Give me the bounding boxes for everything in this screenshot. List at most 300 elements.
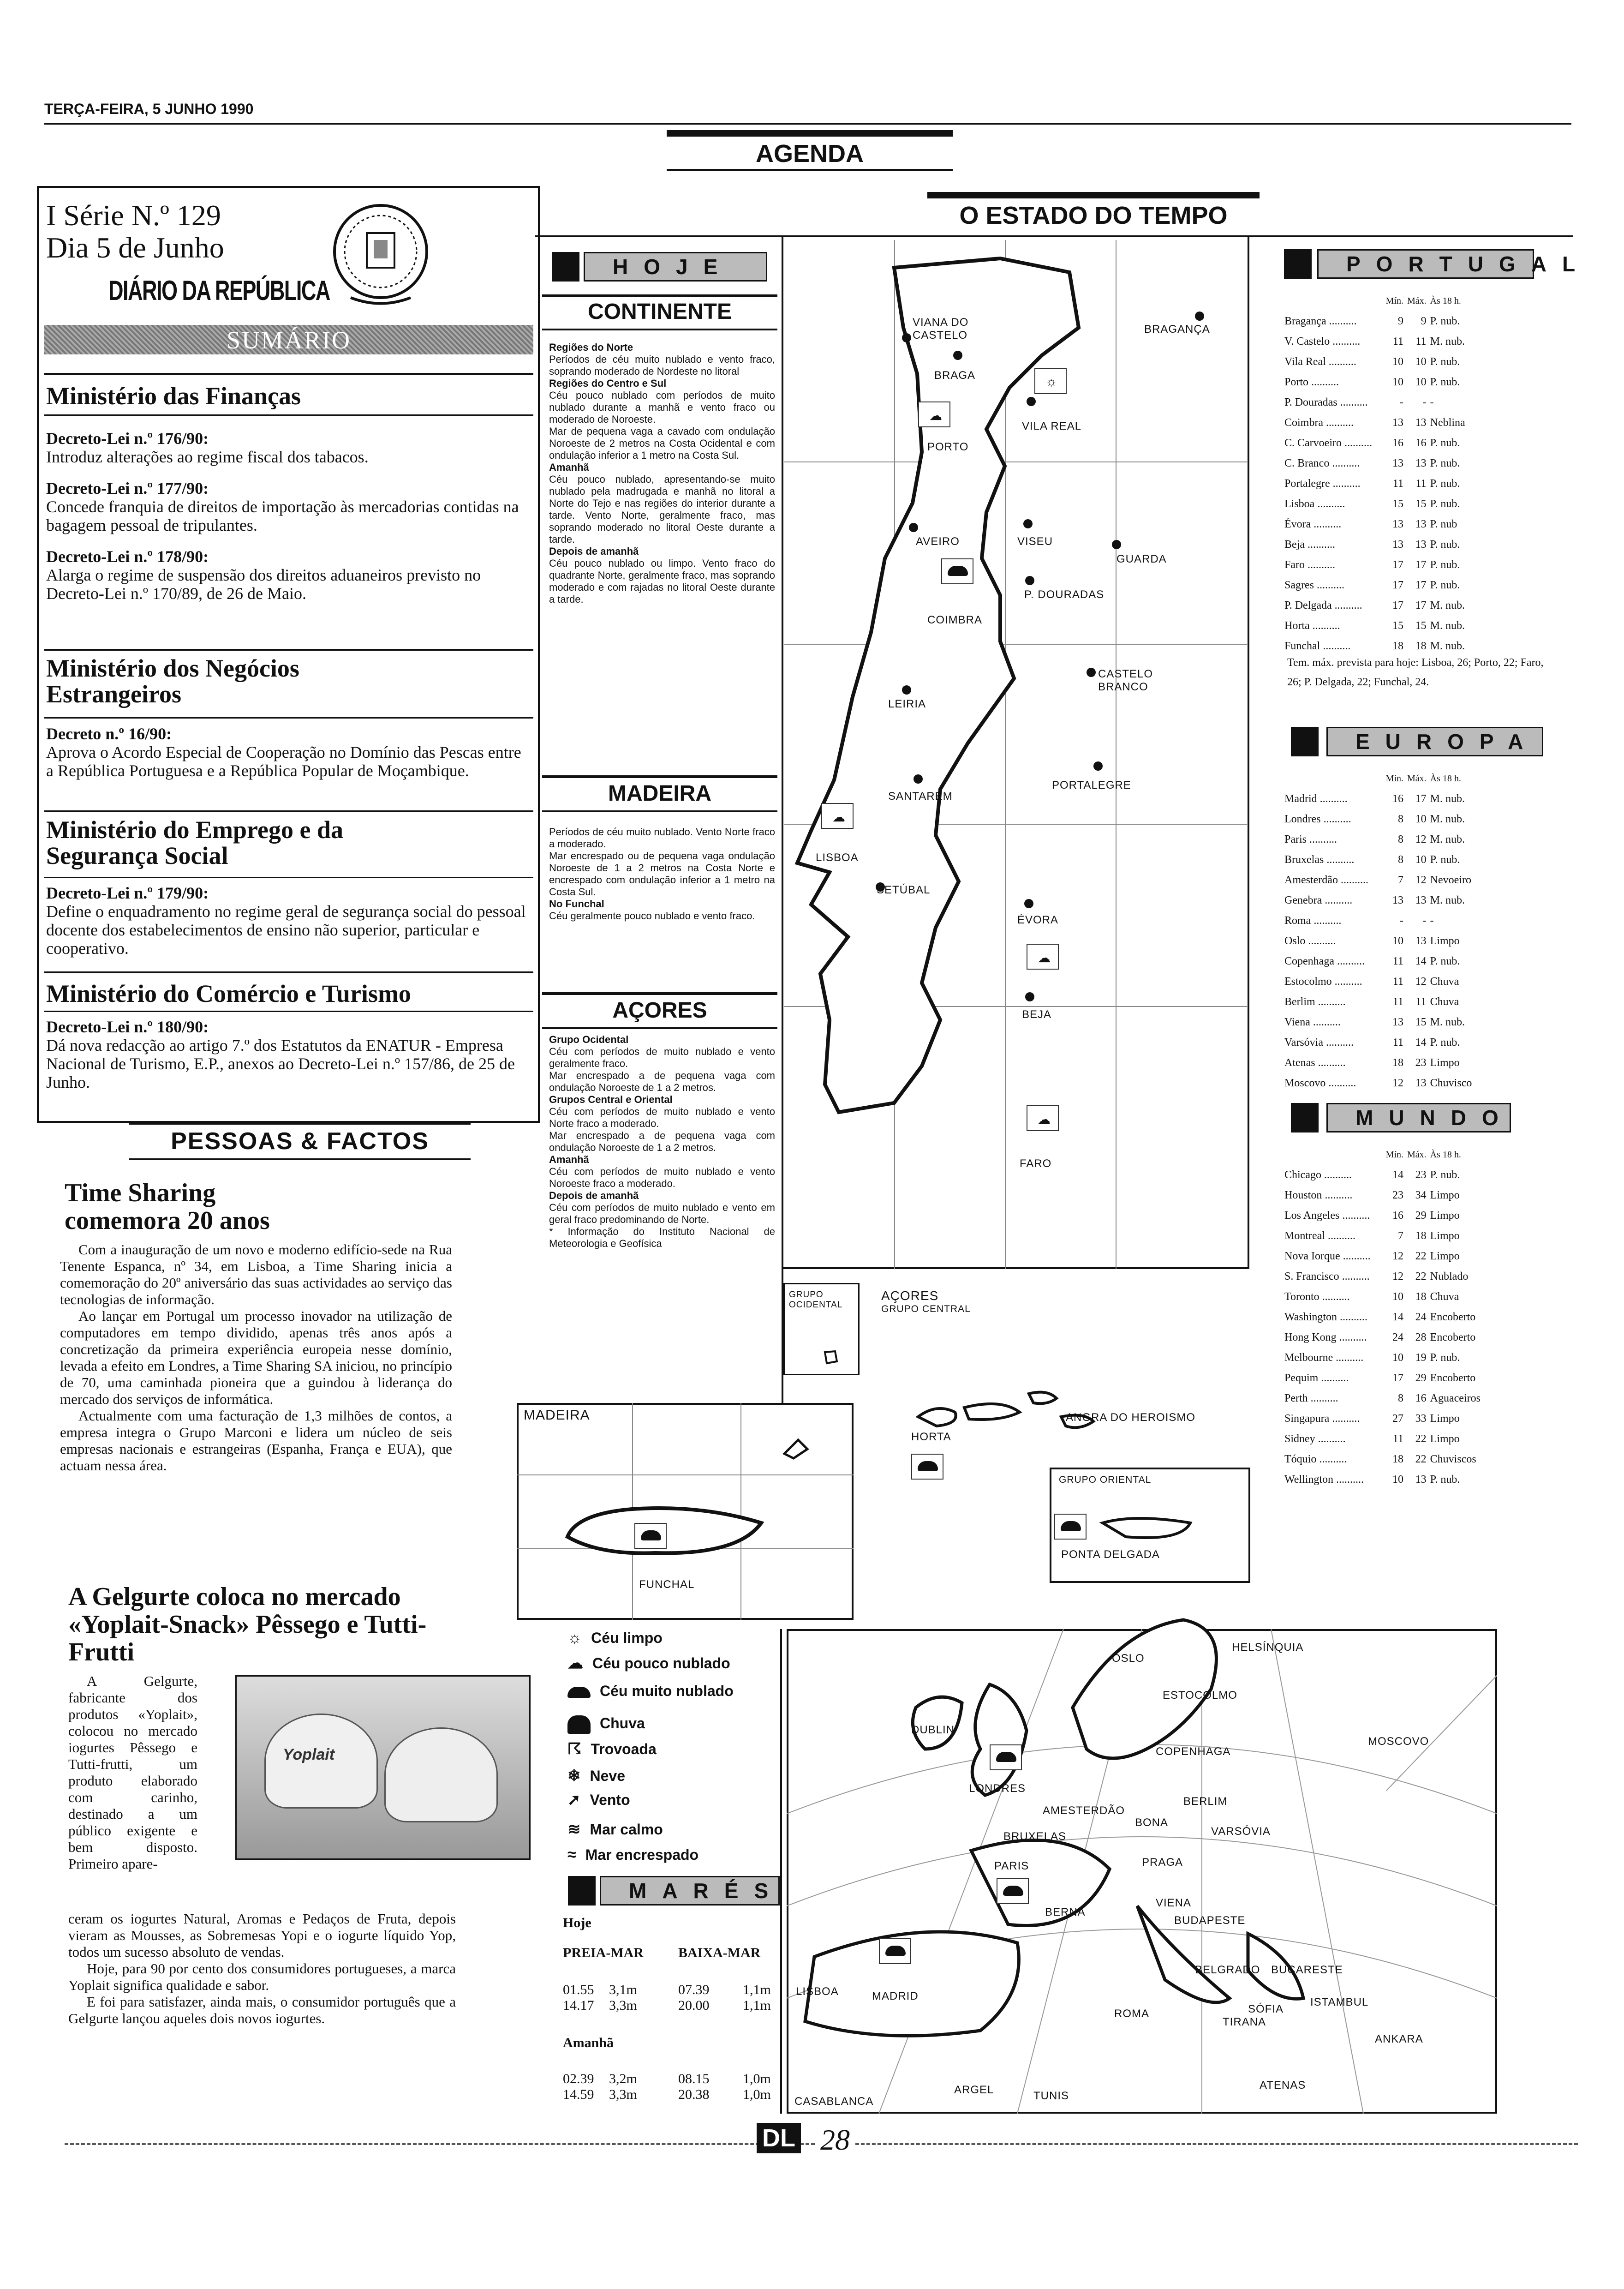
table-cell: Encoberto: [1430, 1372, 1476, 1384]
table-cell: 17: [1392, 579, 1403, 591]
forecast-note: Tem. máx. prevista para hoje: Lisboa, 26; Porto, 22; Faro, 26; P. Delgada, 22; Funchal, 24.: [1287, 657, 1544, 688]
table-cell: 17: [1415, 579, 1427, 591]
partly-cloudy-icon: ☁: [918, 401, 950, 427]
article-paragraph: ceram os iogurtes Natural, Aromas e Pedaços de Fruta, depois vieram as Mousses, as Sobremesas Yopi e o iogurte líquido Yop, todos um sucesso absoluto de vendas.: [68, 1911, 456, 1960]
table-cell: Nova Iorque ..........: [1284, 1250, 1371, 1262]
table-cell: Chuva: [1430, 1291, 1459, 1303]
table-cell: Perth ..........: [1284, 1392, 1338, 1404]
table-cell: 18: [1392, 1453, 1403, 1465]
table-cell: Faro ..........: [1284, 559, 1335, 571]
table-row: [1283, 1053, 1474, 1073]
table-cell: 18: [1392, 640, 1403, 652]
page-number: 28: [817, 2123, 854, 2157]
table-cell: 17: [1392, 1372, 1403, 1384]
table-cell: Copenhaga ..........: [1284, 955, 1365, 967]
porto-santo-island: [780, 1435, 812, 1463]
cloudy-icon: [879, 1938, 911, 1964]
table-cell: Horta ..........: [1284, 620, 1340, 632]
table-cell: Bruxelas ..........: [1284, 854, 1355, 866]
table-cell: 8: [1398, 854, 1403, 866]
table-row: [1283, 372, 1467, 392]
table-cell: 10: [1415, 376, 1427, 388]
table-cell: Genebra ..........: [1284, 894, 1353, 906]
table-cell: Chuva: [1430, 976, 1459, 988]
table-cell: M. nub.: [1430, 336, 1465, 348]
article-paragraph: Com a inauguração de um novo e moderno edifício-sede na Rua Tenente Espanca, nº 34, em Lisboa, a Time Sharing inicia a comemoração do 20º aniversário das suas actividades ao serviço das tecnologias de informação.: [60, 1241, 452, 1307]
table-cell: 16: [1392, 437, 1403, 449]
table-row: [1283, 809, 1474, 829]
ministry-heading: Ministério das Finanças: [46, 382, 301, 410]
table-cell: 11: [1392, 955, 1403, 967]
table-cell: Sagres ..........: [1284, 579, 1344, 591]
table-row: [1283, 1266, 1482, 1287]
table-cell: 9: [1398, 315, 1403, 327]
table-cell: 11: [1415, 478, 1427, 490]
table-row: [1283, 931, 1474, 951]
table-cell: 23: [1415, 1169, 1427, 1181]
island-shape: [821, 1348, 840, 1366]
agenda-bar: [667, 130, 953, 137]
table-row: [1283, 453, 1467, 473]
table-cell: P. nub.: [1430, 498, 1460, 510]
table-cell: 8: [1398, 813, 1403, 825]
pessoas-header: PESSOAS & FACTOS: [171, 1128, 429, 1155]
table-row: [1283, 789, 1474, 809]
table-cell: 27: [1392, 1413, 1403, 1425]
table-cell: P. nub: [1430, 518, 1457, 530]
table-cell: 13: [1392, 1016, 1403, 1028]
table-cell: Limpo: [1430, 1413, 1460, 1425]
table-cell: 33: [1415, 1413, 1427, 1425]
table-row: [1283, 473, 1467, 494]
table-row: [1283, 1368, 1482, 1388]
table-cell: 18: [1392, 1057, 1403, 1069]
decree-summary: Aprova o Acordo Especial de Cooperação no Domínio das Pescas entre a República Portuguesa e a República Popular de Moçambique.: [46, 743, 521, 780]
table-cell: Wellington ..........: [1284, 1474, 1364, 1486]
table-row: [1283, 1327, 1482, 1348]
table-cell: 11: [1415, 336, 1427, 348]
table-cell: 10: [1392, 935, 1403, 947]
thunderstorm-icon: ☈: [567, 1740, 582, 1758]
table-cell: 13: [1415, 1077, 1427, 1089]
table-cell: P. Douradas ..........: [1284, 396, 1368, 408]
table-cell: P. nub.: [1430, 955, 1460, 967]
table-cell: M. nub.: [1430, 599, 1465, 611]
table-cell: 22: [1415, 1250, 1427, 1262]
table-cell: Aguaceiros: [1430, 1392, 1481, 1404]
table-cell: Chuvisco: [1430, 1077, 1472, 1089]
acores-header: AÇORES: [612, 998, 707, 1023]
continente-forecast: Regiões do Norte Períodos de céu muito nublado e vento fraco, soprando moderado de Nordeste no litoral Regiões do Centro e Sul Céu pouco nublado com períodos de muito nublado durante a manhã e vento fraco ou moderado de Noroeste. Mar de pequena vaga a cavado com ondulação Noroeste de 2 metros na Costa Ocidental e com ondulação inferior a 1 metro na Costa Sul. Amanhã Céu pouco nublado, apresentando-se muito nublado pela madrugada e manhã no litoral a Norte do Tejo e nas regiões do interior durante a tarde. Vento Norte, geralmente fraco, mas soprando moderado no litoral Oeste durante a tarde. Depois de amanhã Céu pouco nublado ou limpo. Vento fraco do quadrante Norte, geralmente fraco, mas soprando moderado e com rajadas no litoral Oeste durante a tarde.: [549, 342, 775, 605]
table-cell: P. nub.: [1430, 1352, 1460, 1364]
table-cell: 15: [1392, 620, 1403, 632]
table-cell: Beja ..........: [1284, 539, 1335, 551]
article-title: A Gelgurte coloca no mercado «Yoplait-Snack» Pêssego e Tutti-Frutti: [68, 1582, 427, 1666]
table-cell: Limpo: [1430, 1210, 1460, 1222]
table-row: [1283, 1226, 1482, 1246]
table-cell: 10: [1392, 1352, 1403, 1364]
table-row: [1283, 494, 1467, 514]
table-cell: 11: [1392, 1433, 1403, 1445]
ministry-heading: Ministério do Comércio e Turismo: [46, 980, 411, 1007]
table-cell: 11: [1392, 976, 1403, 988]
weather-title: O ESTADO DO TEMPO: [959, 202, 1228, 229]
cloudy-icon: [941, 558, 973, 584]
table-cell: 22: [1415, 1433, 1427, 1445]
table-cell: Chicago ..........: [1284, 1169, 1352, 1181]
table-cell: 11: [1415, 996, 1427, 1008]
table-cell: P. nub.: [1430, 559, 1460, 571]
table-cell: 23: [1415, 1057, 1427, 1069]
table-cell: Paris ..........: [1284, 833, 1337, 845]
table-cell: 7: [1398, 1230, 1403, 1242]
table-cell: 14: [1392, 1311, 1403, 1323]
table-cell: 13: [1392, 894, 1403, 906]
table-cell: Moscovo ..........: [1284, 1077, 1356, 1089]
table-cell: 24: [1392, 1331, 1403, 1343]
europa-table: Mín. Máx. Às 18 h. Madrid .......... 16 17 M. nub. Londres .......... 8 10 M. nub. Paris .......... 8 12 M. nub. Bruxelas .......... 8 10 P. nub. Amesterdão .......... 7 12 Nevoeiro Genebra .......... 13 13 M. nub. Roma .......... - - - Oslo .......... 10 13 Limpo Copenhaga .......... 11 14 P. nub. Estocolmo .......... 11 12 Chuva Berlim .......... 11 11 Chuva Viena .......... 13 15 M. nub. Varsóvia .......... 11 14 P. nub. Atenas .......... 18 23 Limpo Moscovo .......... 12 13 Chuvisco: [1283, 768, 1474, 1093]
portugal-banner: PORTUGAL: [1317, 249, 1534, 279]
table-cell: Viena ..........: [1284, 1016, 1341, 1028]
cloudy-icon: [634, 1523, 667, 1549]
article-paragraph: A Gelgurte, fabricante dos produtos «Yoplait», colocou no mercado iogurtes Pêssego e Tutti-frutti, um produto elaborado com carinho, destinado a um público exigente e bem disposto. Primeiro apare-: [68, 1673, 197, 1872]
table-cell: Nublado: [1430, 1270, 1469, 1282]
table-cell: M. nub.: [1430, 793, 1465, 805]
table-row: [1283, 595, 1467, 616]
table-cell: -: [1430, 915, 1434, 927]
table-row: [1283, 433, 1467, 453]
table-cell: P. nub.: [1430, 1169, 1460, 1181]
table-cell: M. nub.: [1430, 894, 1465, 906]
table-row: [1283, 1307, 1482, 1327]
table-cell: 22: [1415, 1270, 1427, 1282]
acores-forecast: Grupo Ocidental Céu com períodos de muito nublado e vento geralmente fraco. Mar encrespado a de pequena vaga com ondulação Noroeste de 1 a 2 metros. Grupos Central e Oriental Céu com períodos de muito nublado e vento Norte fraco a moderado. Mar encrespado a de pequena vaga com ondulação Noroeste de 1 a 2 metros. Amanhã Céu com períodos de muito nublado e vento Noroeste fraco a moderado. Depois de amanhã Céu com períodos de muito nublado e vento em geral fraco predominando de Norte. * Informação do Instituto Nacional de Meteorologia e Geofísica: [549, 1034, 775, 1249]
table-cell: P. nub.: [1430, 1037, 1460, 1049]
table-cell: 16: [1415, 437, 1427, 449]
table-cell: Houston ..........: [1284, 1189, 1353, 1201]
table-cell: 12: [1415, 874, 1427, 886]
table-cell: P. nub.: [1430, 478, 1460, 490]
table-row: [1283, 1287, 1482, 1307]
coat-of-arms-icon: [323, 198, 438, 309]
table-row: [1283, 951, 1474, 971]
table-cell: Vila Real ..........: [1284, 356, 1356, 368]
table-cell: Montreal ..........: [1284, 1230, 1355, 1242]
serie-number: I Série N.º 129: [46, 199, 221, 232]
rough-sea-icon: ≈: [567, 1846, 576, 1864]
table-cell: 13: [1415, 935, 1427, 947]
table-cell: 8: [1398, 833, 1403, 845]
yogurt-photo: [235, 1675, 531, 1860]
brand-caption: Yoplait: [283, 1746, 335, 1763]
table-row: [1283, 555, 1467, 575]
tide-row: 01.55 3,1m 07.39 1,1m 14.17 3,3m 20.00 1,1m: [563, 1982, 771, 2013]
table-cell: 12: [1392, 1077, 1403, 1089]
table-cell: 13: [1392, 518, 1403, 530]
table-cell: 9: [1421, 315, 1427, 327]
table-cell: M. nub.: [1430, 833, 1465, 845]
table-row: [1283, 911, 1474, 931]
table-cell: Singapura ..........: [1284, 1413, 1360, 1425]
calm-sea-icon: ≋: [567, 1821, 581, 1838]
table-row: [1283, 352, 1467, 372]
table-cell: Limpo: [1430, 935, 1460, 947]
table-cell: Melbourne ..........: [1284, 1352, 1364, 1364]
table-cell: 16: [1415, 1392, 1427, 1404]
cloudy-icon: [997, 1878, 1029, 1904]
table-cell: Porto ..........: [1284, 376, 1339, 388]
table-cell: 22: [1415, 1453, 1427, 1465]
table-cell: Coimbra ..........: [1284, 417, 1354, 429]
table-cell: 12: [1392, 1270, 1403, 1282]
article-paragraph: Hoje, para 90 por cento dos consumidores portugueses, a marca Yoplait significa qualidade e sabor.: [68, 1960, 456, 1993]
partly-cloudy-icon: ☁: [567, 1654, 583, 1672]
table-row: [1283, 850, 1474, 870]
ministry-heading: Ministério dos Negócios Estrangeiros: [46, 654, 299, 708]
table-cell: Sidney ..........: [1284, 1433, 1346, 1445]
table-cell: 10: [1415, 813, 1427, 825]
rain-icon: [567, 1715, 591, 1734]
logo: DL: [757, 2123, 801, 2153]
table-cell: Funchal ..........: [1284, 640, 1351, 652]
sun-icon: ☼: [1034, 368, 1067, 394]
mares-banner: MARÉS: [600, 1876, 780, 1906]
table-row: [1283, 1012, 1474, 1032]
ministry-heading: Ministério do Emprego e da Segurança Social: [46, 816, 343, 869]
table-cell: 19: [1415, 1352, 1427, 1364]
table-cell: Los Angeles ..........: [1284, 1210, 1370, 1222]
table-cell: 16: [1392, 1210, 1403, 1222]
europa-banner: EUROPA: [1326, 727, 1543, 756]
table-cell: 10: [1415, 854, 1427, 866]
diario-title: DIÁRIO DA REPÚBLICA: [108, 275, 330, 306]
table-row: [1283, 331, 1467, 352]
table-row: [1283, 1348, 1482, 1368]
top-rule: [44, 123, 1571, 125]
table-cell: Limpo: [1430, 1189, 1460, 1201]
table-cell: Varsóvia ..........: [1284, 1037, 1354, 1049]
table-row: [1283, 1449, 1482, 1469]
table-cell: 11: [1392, 336, 1403, 348]
table-cell: P. nub.: [1430, 376, 1460, 388]
table-cell: 14: [1415, 955, 1427, 967]
mundo-banner: MUNDO: [1326, 1103, 1511, 1133]
table-row: [1283, 1165, 1482, 1185]
table-cell: 29: [1415, 1372, 1427, 1384]
table-row: [1283, 870, 1474, 890]
table-row: [1283, 1429, 1482, 1449]
table-cell: 17: [1392, 559, 1403, 571]
article-paragraph: Ao lançar em Portugal um processo inovador na utilização de computadores em tempo dividido, apenas três anos após a concretização da primeira experiência europeia nesse domínio, levada a efeito em Londres, a Time Sharing SA iniciou, no princípio de 70, uma caminhada pioneira que a guindou à liderança do mercado dos serviços de informática.: [60, 1308, 452, 1407]
table-cell: C. Branco ..........: [1284, 457, 1360, 469]
table-cell: 18: [1415, 1291, 1427, 1303]
decree-summary: Dá nova redacção ao artigo 7.º dos Estatutos da ENATUR - Empresa Nacional de Turismo, E.P., anexos ao Decreto-Lei n.º 157/86, de 25 de Junho.: [46, 1036, 515, 1091]
cloudy-icon: [990, 1744, 1022, 1770]
portugal-outline: [783, 235, 1249, 1269]
table-cell: 7: [1398, 874, 1403, 886]
table-cell: 13: [1415, 539, 1427, 551]
table-cell: Limpo: [1430, 1433, 1460, 1445]
table-cell: Berlim ..........: [1284, 996, 1346, 1008]
table-cell: 10: [1392, 356, 1403, 368]
table-row: [1283, 311, 1467, 331]
table-cell: P. nub.: [1430, 579, 1460, 591]
hoje-banner: HOJE: [584, 252, 767, 282]
article-title: Time Sharing comemora 20 anos: [65, 1179, 270, 1235]
table-cell: 13: [1415, 1474, 1427, 1486]
table-row: [1283, 514, 1467, 534]
table-cell: S. Francisco ..........: [1284, 1270, 1370, 1282]
table-cell: Toronto ..........: [1284, 1291, 1350, 1303]
cloudy-icon: [567, 1687, 591, 1698]
table-cell: 14: [1415, 1037, 1427, 1049]
table-row: [1283, 1032, 1474, 1053]
table-cell: 28: [1415, 1331, 1427, 1343]
continente-header: CONTINENTE: [588, 300, 732, 324]
table-cell: P. nub.: [1430, 437, 1460, 449]
table-cell: P. nub.: [1430, 539, 1460, 551]
table-cell: Madrid ..........: [1284, 793, 1348, 805]
table-row: [1283, 1246, 1482, 1266]
table-cell: Estocolmo ..........: [1284, 976, 1362, 988]
table-row: [1283, 890, 1474, 911]
table-cell: 16: [1392, 793, 1403, 805]
table-cell: -: [1400, 396, 1403, 408]
madeira-forecast: Períodos de céu muito nublado. Vento Norte fraco a moderado. Mar encrespado ou de pequena vaga ondulação Noroeste de 1 a 2 metros na Costa Norte e encrespado com ondulação inferior a 1 metro na Costa Sul. No Funchal Céu geralmente pouco nublado e vento fraco.: [549, 826, 775, 922]
table-cell: Washington ..........: [1284, 1311, 1368, 1323]
table-cell: P. nub.: [1430, 854, 1460, 866]
table-cell: Évora ..........: [1284, 518, 1342, 530]
cloudy-icon: [911, 1454, 943, 1480]
section-title: AGENDA: [755, 140, 864, 168]
table-row: [1283, 829, 1474, 850]
table-cell: 15: [1415, 620, 1427, 632]
table-cell: M. nub.: [1430, 1016, 1465, 1028]
table-cell: 17: [1415, 793, 1427, 805]
table-cell: Amesterdão ..........: [1284, 874, 1368, 886]
table-cell: 17: [1415, 599, 1427, 611]
table-row: [1283, 1388, 1482, 1408]
table-row: [1283, 1408, 1482, 1429]
table-cell: 15: [1415, 1016, 1427, 1028]
table-cell: P. nub.: [1430, 315, 1460, 327]
tide-row: 02.39 3,2m 08.15 1,0m 14.59 3,3m 20.38 1,0m: [563, 2071, 771, 2102]
table-cell: Limpo: [1430, 1230, 1460, 1242]
table-cell: Pequim ..........: [1284, 1372, 1349, 1384]
wind-icon: ➚: [567, 1791, 581, 1809]
madeira-header: MADEIRA: [608, 781, 711, 806]
portugal-table: Mín. Máx. Às 18 h. Bragança .......... 9 9 P. nub. V. Castelo .......... 11 11 M. nub. Vila Real .......... 10 10 P. nub. Porto .......... 10 10 P. nub. P. Douradas .......... - - - Coimbra .......... 13 13 Neblina C. Carvoeiro .......... 16 16 P. nub. C. Branco .......... 13 13 P. nub. Portalegre .......... 11 11 P. nub. Lisboa .......... 15 15 P. nub. Évora .......... 13 13 P. nub Beja .......... 13 13 P. nub. Faro .......... 17 17 P. nub. Sagres .......... 17 17 P. nub. P. Delgada .......... 17 17 M. nub. Horta .......... 15 15 M. nub. Funchal .......... 18 18 M. nub.: [1283, 291, 1467, 656]
table-cell: Encoberto: [1430, 1331, 1476, 1343]
partly-cloudy-icon: ☁: [821, 803, 854, 829]
table-cell: M. nub.: [1430, 620, 1465, 632]
table-cell: 13: [1392, 417, 1403, 429]
table-cell: 13: [1392, 457, 1403, 469]
table-cell: 24: [1415, 1311, 1427, 1323]
table-row: [1283, 413, 1467, 433]
table-cell: 11: [1392, 478, 1403, 490]
table-cell: 11: [1392, 996, 1403, 1008]
table-cell: -: [1430, 396, 1434, 408]
table-cell: Lisboa ..........: [1284, 498, 1345, 510]
table-cell: V. Castelo ..........: [1284, 336, 1361, 348]
article-paragraph: E foi para satisfazer, ainda mais, o consumidor português que a Gelgurte lançou aqueles dois novos iogurtes.: [68, 1994, 456, 2026]
madeira-island: [563, 1495, 770, 1564]
partly-cloudy-icon: ☁: [1027, 1105, 1059, 1131]
decree-summary: Concede franquia de direitos de importação às mercadorias contidas na bagagem pessoal de tripulantes.: [46, 497, 519, 534]
table-row: [1283, 1469, 1482, 1490]
table-cell: 10: [1392, 376, 1403, 388]
table-cell: 12: [1415, 833, 1427, 845]
mundo-table: Mín. Máx. Às 18 h. Chicago .......... 14 23 P. nub. Houston .......... 23 34 Limpo Los Angeles .......... 16 29 Limpo Montreal .......... 7 18 Limpo Nova Iorque .......... 12 22 Limpo S. Francisco .......... 12 22 Nublado Toronto .......... 10 18 Chuva Washington .......... 14 24 Encoberto Hong Kong .......... 24 28 Encoberto Melbourne .......... 10 19 P. nub. Pequim .......... 17 29 Encoberto Perth .......... 8 16 Aguaceiros Singapura .......... 27 33 Limpo Sidney .......... 11 22 Limpo Tóquio .......... 18 22 Chuviscos Wellington .......... 10 13 P. nub.: [1283, 1144, 1482, 1490]
sumario-label: SUMÁRIO: [226, 326, 352, 354]
decree-summary: Define o enquadramento no regime geral de segurança social do pessoal docente dos estabelecimentos de ensino não superior, particular e cooperativo.: [46, 902, 526, 958]
table-row: [1283, 616, 1467, 636]
table-cell: -: [1400, 915, 1403, 927]
table-cell: Chuviscos: [1430, 1453, 1476, 1465]
table-cell: 23: [1392, 1189, 1403, 1201]
table-cell: -: [1422, 915, 1427, 927]
table-cell: P. nub.: [1430, 356, 1460, 368]
sun-icon: ☼: [567, 1629, 582, 1647]
table-cell: 12: [1392, 1250, 1403, 1262]
decree-summary: Introduz alterações ao regime fiscal dos tabacos.: [46, 448, 369, 466]
table-cell: C. Carvoeiro ..........: [1284, 437, 1372, 449]
table-cell: P. Delgada ..........: [1284, 599, 1362, 611]
table-cell: M. nub.: [1430, 813, 1465, 825]
table-cell: Bragança ..........: [1284, 315, 1357, 327]
table-cell: Limpo: [1430, 1250, 1460, 1262]
partly-cloudy-icon: ☁: [1027, 944, 1059, 970]
table-row: [1283, 575, 1467, 595]
table-cell: 15: [1392, 498, 1403, 510]
table-cell: 11: [1392, 1037, 1403, 1049]
table-row: [1283, 392, 1467, 413]
table-cell: -: [1422, 396, 1427, 408]
table-cell: Portalegre ..........: [1284, 478, 1361, 490]
table-cell: 8: [1398, 1392, 1403, 1404]
table-cell: P. nub.: [1430, 1474, 1460, 1486]
table-cell: 18: [1415, 1230, 1427, 1242]
table-cell: Oslo ..........: [1284, 935, 1336, 947]
table-cell: Tóquio ..........: [1284, 1453, 1347, 1465]
table-cell: 13: [1415, 518, 1427, 530]
table-cell: 12: [1415, 976, 1427, 988]
table-cell: Encoberto: [1430, 1311, 1476, 1323]
page-date: TERÇA-FEIRA, 5 JUNHO 1990: [44, 101, 254, 117]
table-cell: Roma ..........: [1284, 915, 1342, 927]
table-cell: P. nub.: [1430, 457, 1460, 469]
table-cell: M. nub.: [1430, 640, 1465, 652]
table-cell: 13: [1392, 539, 1403, 551]
table-cell: 15: [1415, 498, 1427, 510]
table-cell: 34: [1415, 1189, 1427, 1201]
snow-icon: ❄: [567, 1767, 581, 1785]
table-cell: 10: [1415, 356, 1427, 368]
table-row: [1283, 1073, 1474, 1093]
table-cell: 18: [1415, 640, 1427, 652]
table-cell: Hong Kong ..........: [1284, 1331, 1367, 1343]
table-row: [1283, 534, 1467, 555]
table-cell: Neblina: [1430, 417, 1465, 429]
diario-date: Dia 5 de Junho: [46, 231, 224, 264]
table-cell: 13: [1415, 417, 1427, 429]
table-cell: Chuva: [1430, 996, 1459, 1008]
table-cell: Londres ..........: [1284, 813, 1351, 825]
decree-summary: Alarga o regime de suspensão dos direitos aduaneiros previsto no Decreto-Lei n.º 170/89, de 26 de Maio.: [46, 566, 481, 603]
table-row: [1283, 1185, 1482, 1205]
table-cell: Nevoeiro: [1430, 874, 1471, 886]
